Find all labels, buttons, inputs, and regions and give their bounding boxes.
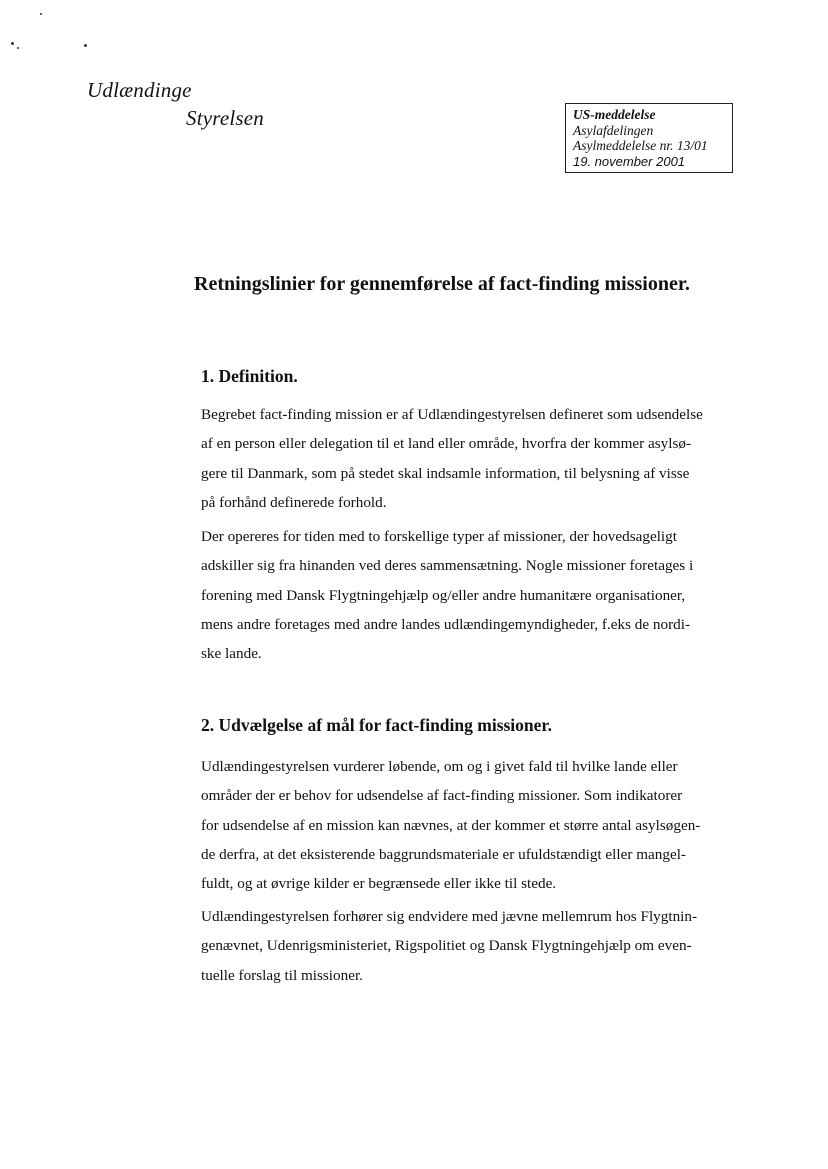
text-line: på forhånd definerede forhold.: [201, 493, 387, 511]
text-line: forening med Dansk Flygtningehjælp og/eller andre humanitære organisationer,: [201, 586, 686, 604]
text-line: gere til Danmark, som på stedet skal indsamle information, til belysning af visse: [201, 464, 690, 482]
text-line: Udlændingestyrelsen forhører sig endvidere med jævne mellemrum hos Flygtnin-: [201, 908, 698, 925]
section-heading-selection: 2. Udvælgelse af mål for fact-finding missioner.: [201, 715, 552, 735]
memo-department: Asylafdelingen: [573, 122, 654, 138]
text-line: Begrebet fact-finding mission er af Udlændingestyrelsen defineret som udsendelse: [201, 406, 703, 423]
text-line: mens andre foretages med andre landes udlændingemyndigheder, f.eks de nordi-: [201, 615, 691, 633]
memo-reference-box: [565, 103, 733, 173]
scan-speck: [84, 44, 87, 47]
text-line: Udlændingestyrelsen vurderer løbende, om og i givet fald til hvilke lande eller: [201, 758, 678, 775]
section-heading-definition: 1. Definition.: [201, 366, 298, 386]
paragraph: [201, 522, 741, 668]
document-title: Retningslinier for gennemførelse af fact-finding missioner.: [194, 273, 690, 295]
logo-udlaendinge: Udlændinge: [87, 78, 192, 102]
paragraph: [201, 400, 741, 517]
text-line: for udsendelse af en mission kan nævnes, at der kommer et større antal asylsøgen-: [201, 816, 701, 834]
scan-speck: [17, 47, 19, 49]
text-line: fuldt, og at øvrige kilder er begrænsede eller ikke til stede.: [201, 875, 557, 893]
text-line: genævnet, Udenrigsministeriet, Rigspolitiet og Dansk Flygtningehjælp om even-: [201, 937, 692, 955]
text-line: tuelle forslag til missioner.: [201, 966, 363, 984]
text-line: Der opereres for tiden med to forskellige typer af missioner, der hovedsageligt: [201, 528, 677, 545]
paragraph: [201, 902, 741, 990]
paragraph: [201, 752, 741, 898]
text-line: ske lande.: [201, 645, 262, 663]
scan-speck: [11, 42, 14, 45]
text-line: områder der er behov for udsendelse af fact-finding missioner. Som indikatorer: [201, 787, 683, 805]
text-line: adskiller sig fra hinanden ved deres sammensætning. Nogle missioner foretages i: [201, 557, 694, 575]
logo-styrelsen: Styrelsen: [186, 106, 264, 130]
memo-number: Asylmeddelelse nr. 13/01: [573, 138, 708, 153]
memo-date: 19. november 2001: [573, 153, 686, 169]
text-line: af en person eller delegation til et land eller område, hvorfra der kommer asylsø-: [201, 435, 692, 453]
memo-type: US-meddelelse: [573, 107, 656, 122]
text-line: de derfra, at det eksisterende baggrundsmateriale er ufuldstændigt eller mangel-: [201, 845, 686, 863]
scan-speck: [40, 13, 42, 15]
